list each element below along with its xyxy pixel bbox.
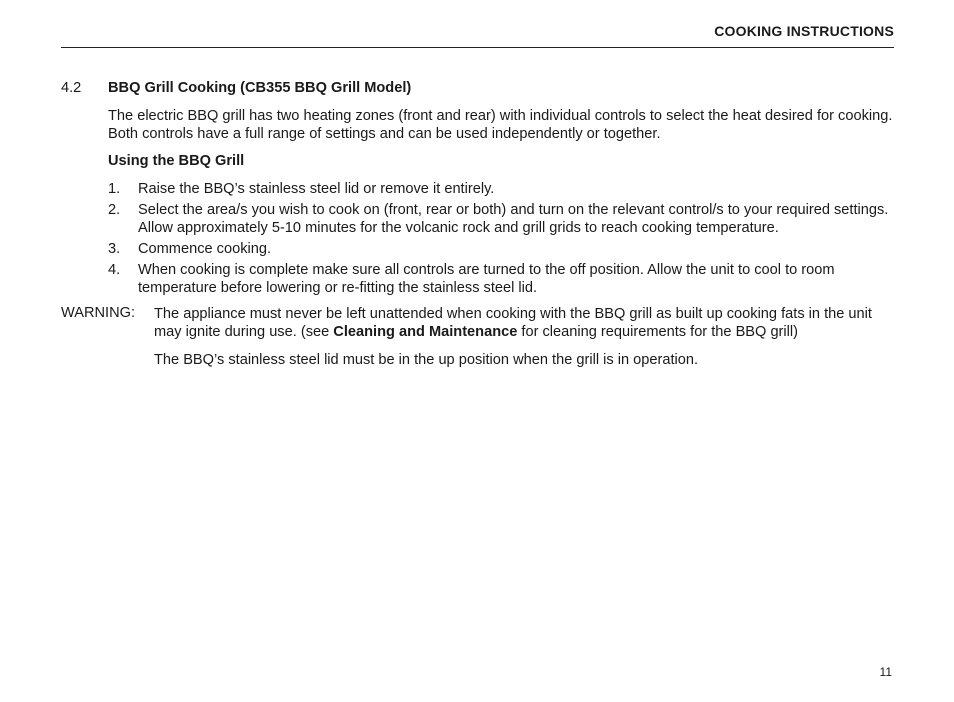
warning-bold-reference: Cleaning and Maintenance: [333, 324, 518, 340]
warning-text-before: The appliance must never be left unattended when cooking with the BBQ grill as built up cooking fats in the unit may ignite during use. (see: [154, 306, 872, 340]
step-text: Raise the BBQ’s stainless steel lid or remove it entirely.: [138, 181, 495, 197]
intro-paragraph: The electric BBQ grill has two heating zones (front and rear) with individual controls to select the heat desired for cooking. Both controls have a full range of settings and can be used independently or together.: [108, 108, 893, 142]
warning-label: WARNING:: [61, 305, 136, 321]
step-text: Select the area/s you wish to cook on (front, rear or both) and turn on the relevant control/s to your required settings. Allow approximately 5-10 minutes for the volcanic rock and grill grids to reach cooking temperature.: [138, 202, 889, 236]
list-item: [108, 201, 898, 237]
warning-note: The BBQ’s stainless steel lid must be in the up position when the grill is in operation.: [154, 352, 699, 368]
page-number: 11: [879, 665, 892, 679]
step-number: 1.: [108, 181, 121, 197]
step-number: 2.: [108, 202, 121, 218]
steps-list: [108, 180, 898, 300]
step-number: 3.: [108, 241, 121, 257]
warning-text-after: for cleaning requirements for the BBQ grill): [517, 324, 799, 340]
header-divider: [61, 47, 894, 48]
step-number: 4.: [108, 262, 121, 278]
section-title: BBQ Grill Cooking (CB355 BBQ Grill Model): [108, 80, 412, 96]
page-header-title: COOKING INSTRUCTIONS: [714, 23, 894, 39]
list-item: [108, 261, 898, 297]
section-number: 4.2: [61, 80, 82, 96]
step-text: Commence cooking.: [138, 241, 272, 257]
step-text: When cooking is complete make sure all controls are turned to the off position. Allow the unit to cool to room temperature before lowering or re-fitting the stainless steel lid.: [138, 262, 835, 296]
list-item: [108, 240, 898, 258]
subheading: Using the BBQ Grill: [108, 153, 245, 169]
list-item: [108, 180, 898, 198]
warning-text: [154, 305, 899, 341]
